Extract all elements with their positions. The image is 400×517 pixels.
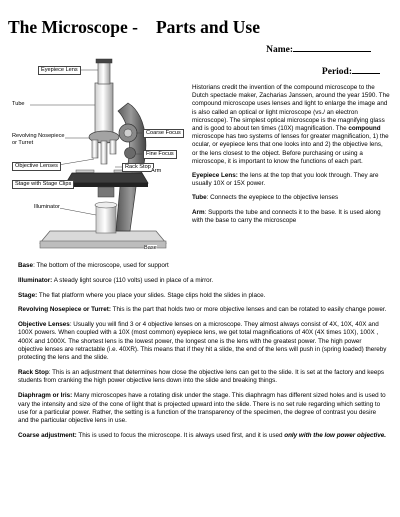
nosepiece-label-line2: or Turret [12, 139, 34, 146]
part-arm [192, 209, 390, 225]
fine-focus-knob [125, 148, 136, 159]
term-arm: Arm [192, 208, 205, 216]
name-label: Name: [266, 45, 293, 55]
coarse-focus-label: Coarse Focus [143, 129, 184, 138]
desc-rack-stop: : This is an adjustment that determines how close the objective lens can get to the slide. It is set at the factory and keeps students from cranking the high power objective lens down into the slide and breaking things. [18, 369, 384, 385]
part-illuminator [18, 277, 388, 285]
term-coarse: Coarse adjustment: [18, 431, 77, 439]
term-tube: Tube [192, 194, 207, 202]
desc-eyepiece: the lens at the top that you look through. They are usually 10X or 15X power. [192, 172, 379, 188]
eyepiece-label: Eyepiece Lens [38, 66, 81, 75]
intro-paragraph [192, 84, 390, 166]
name-field[interactable] [266, 45, 371, 55]
nosepiece-label [12, 133, 65, 146]
microscope-figure [10, 55, 186, 255]
term-rack-stop: Rack Stop [18, 369, 49, 377]
tube-shape [95, 83, 113, 133]
eyepiece-shape [98, 61, 110, 84]
illuminator-housing [96, 205, 116, 233]
term-base: Base [18, 262, 34, 269]
term-nosepiece: Revolving Nosepiece or Turret: [18, 306, 111, 314]
period-label: Period: [321, 67, 352, 77]
part-diaphragm [18, 392, 388, 425]
desc-base: : The bottom of the microscope, used for support [33, 262, 169, 269]
desc-diaphragm: Many microscopes have a rotating disk under the stage. This diaphragm has different sized holes and is used to vary the intensity and size of the cone of light that is projected upward into the slide. There is no set rule regarding which setting to use for a particular power. Rather, the setting is a function of the transparency of the specimen, the degree of contrast you desire and the particular objective lens in use. [18, 392, 386, 425]
term-eyepiece: Eyepiece Lens: [192, 172, 238, 180]
part-tube [192, 194, 390, 202]
parts-body [18, 262, 388, 447]
desc-coarse: This is used to focus the microscope. It is always used first, and it is used [76, 431, 285, 439]
stage-label: Stage with Stage Clips [12, 180, 74, 189]
part-eyepiece [192, 172, 390, 188]
intro-bold-compound: compound [348, 125, 381, 133]
illuminator-label: Illuminator [34, 204, 60, 210]
title-left: The Microscope - [8, 17, 138, 37]
desc-nosepiece: This is the part that holds two or more objective lenses and can be rotated to easily change power. [110, 306, 387, 314]
base-label: Base [144, 245, 157, 251]
part-nosepiece [18, 306, 388, 314]
desc-stage: The flat platform where you place your slides. Stage clips hold the slides in place. [37, 291, 266, 299]
objective-lens [92, 140, 98, 158]
emph-coarse: only with the low power objective. [284, 431, 387, 439]
rack-stop-label: Rack Stop [122, 163, 154, 172]
intro-text-b: microscope has two systems of lenses for greater magnification, 1) the ocular, or eyepiece lens that one looks into and 2) the objective lens, or the lens closest to the object. Before purchasing or using a microscope, it is important to know the functions of each part. [192, 133, 389, 165]
term-diaphragm: Diaphragm or Iris: [18, 392, 73, 400]
part-objective [18, 321, 388, 362]
stage-clip [76, 170, 94, 173]
term-illuminator: Illuminator: [18, 276, 53, 284]
stage-shape [66, 173, 148, 183]
intro-column [192, 84, 390, 231]
part-rack-stop [18, 369, 388, 386]
desc-arm: : Supports the tube and connects it to the base. It is used along with the base to carry the microscope [192, 208, 381, 224]
desc-tube: : Connects the eyepiece to the objective lenses [206, 194, 339, 202]
arm-label: Arm [151, 168, 162, 174]
desc-objective: : Usually you will find 3 or 4 objective lenses on a microscope. They almost always consist of 4X, 10X, 40X and 100X powers. When coupled with a 10X (most common) eyepiece lens, we get total magnifications of 40X (4X times 10X), 100X , 400X and 1000X. The shortest lens is the lowest power, the longest one is the lens with the greatest power. The high power objective lenses are retractable (i.e. 40XR). This means that if they hit a slide, the end of the lens will push in (spring loaded) thereby protecting the lens and the slide. [18, 321, 387, 362]
term-stage: Stage: [18, 291, 38, 299]
page-title [8, 17, 260, 38]
part-coarse [18, 432, 388, 440]
period-field[interactable] [322, 67, 380, 77]
title-right: Parts and Use [155, 17, 260, 37]
desc-illuminator: A steady light source (110 volts) used in place of a mirror. [52, 276, 214, 284]
objective-lens [101, 141, 107, 164]
objective-lenses-label: Objective Lenses [12, 162, 61, 171]
objective-lens [110, 140, 116, 154]
part-base [18, 262, 388, 270]
tube-label: Tube [12, 101, 25, 107]
period-blank[interactable] [352, 73, 380, 74]
name-blank[interactable] [293, 51, 371, 52]
intro-text-a: Historians credit the invention of the compound microscope to the Dutch spectacle maker, Zacharias Janssen, around the year 1590. The compound microscope uses lenses and light to enlarge the image and is also called an optical or light microscope (vs./ an electron microscope). The simplest optical microscope is the magnifying glass and is good to about ten times (10X) magnification. The [192, 84, 390, 133]
fine-focus-label: Fine Focus [143, 150, 177, 159]
illuminator-lamp [95, 202, 117, 208]
nosepiece-label-line1: Revolving Nosepiece [12, 133, 65, 139]
part-stage [18, 292, 388, 300]
term-objective: Objective Lenses [18, 321, 70, 329]
